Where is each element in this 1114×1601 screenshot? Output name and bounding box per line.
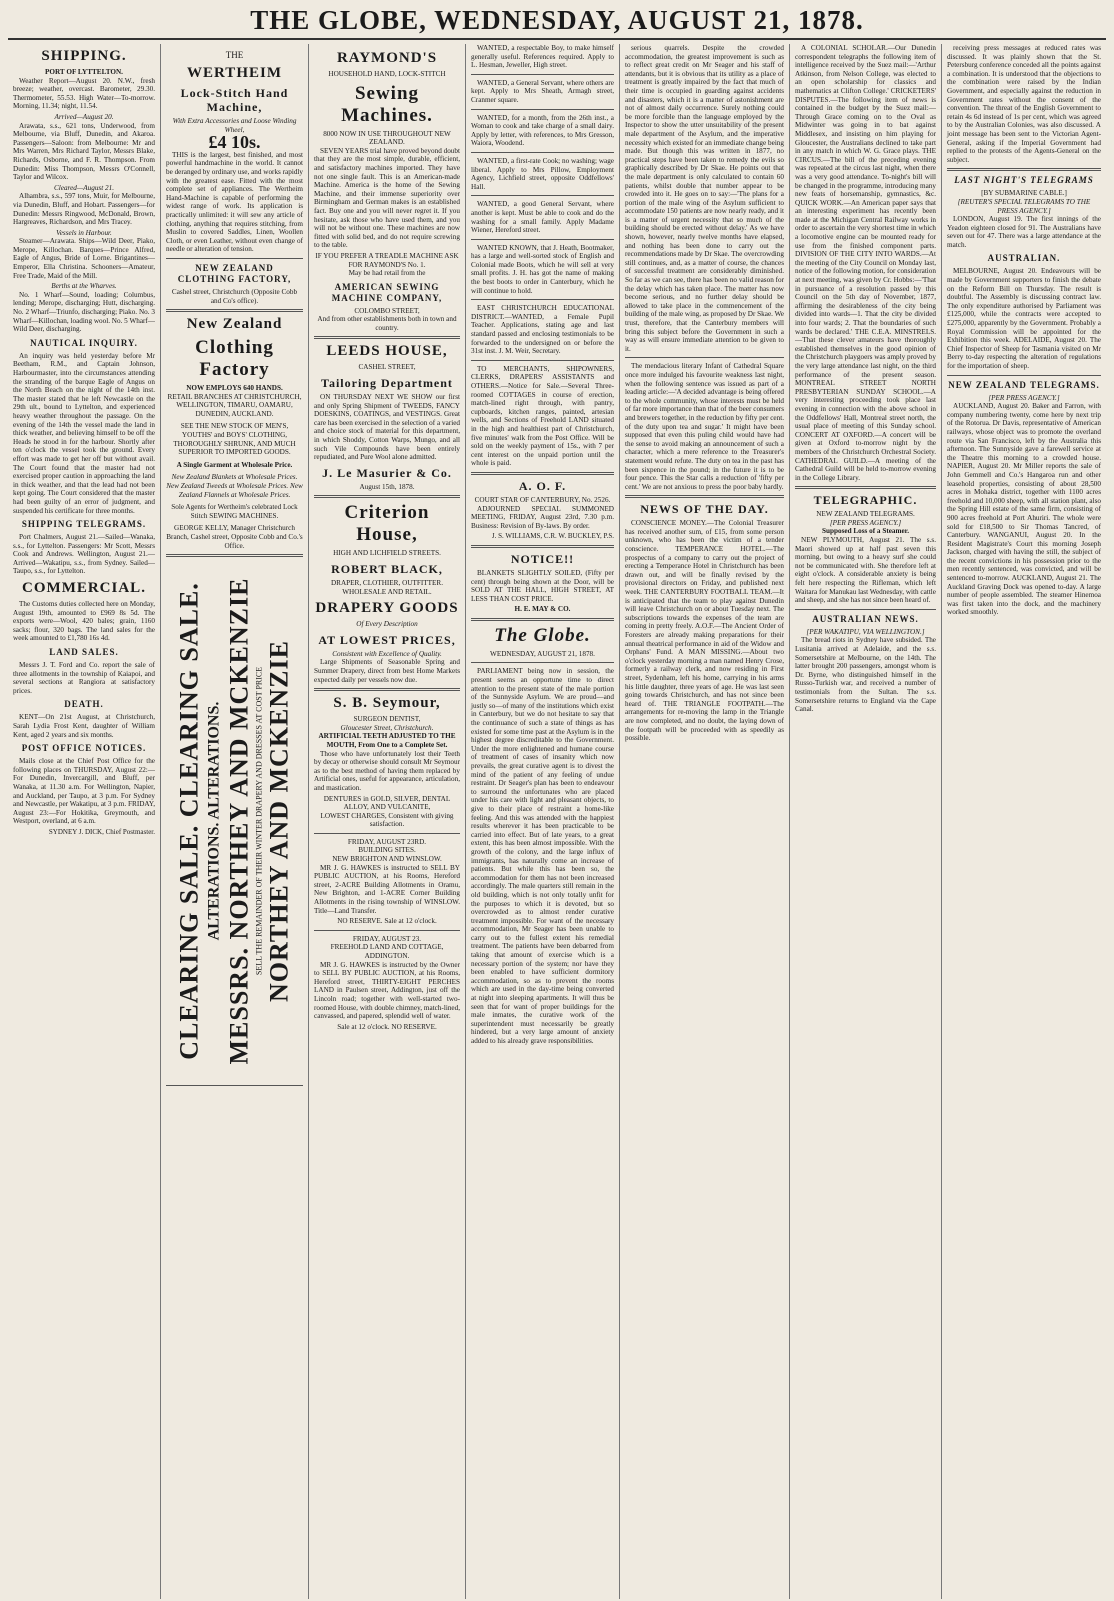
lemasurier-name: J. Le Masurier & Co. — [322, 465, 452, 480]
wertheim-body: THIS is the largest, best finished, and most powerful handmachine in the world. It cannot be deranged by ordinary use, and works rapidly with the greatest ease. Fitted with the most complete set of appliances. The Wertheim Hand-Machine is capable of performing the widest range of work. Its application is practically unlimited: it will sew any article of clothing, anything that requires stitching, from Muslin to covered Saddles, Linen, Woollen Cloth, or even Leather, without even change of needle or alteration of tension. — [166, 150, 303, 254]
criterion-address: HIGH AND LICHFIELD STREETS. — [333, 549, 441, 558]
may-co: H. E. MAY & CO. — [514, 605, 571, 614]
shipping-telegrams-heading: SHIPPING TELEGRAMS. — [21, 519, 147, 530]
american-company: AMERICAN SEWING MACHINE COMPANY, — [331, 281, 443, 303]
blankets-notice: BLANKETS SLIGHTLY SOILED, (Fifty per cent) through being shown at the Door, will be SOLD AT THE HALL, HIGH STREET, AT LESS THAN COST PRICE. — [471, 568, 614, 603]
cleared-label: Cleared—August 21. — [53, 183, 115, 192]
telegraphic-heading: TELEGRAPHIC. — [813, 493, 918, 508]
divider — [471, 472, 614, 475]
supposed-loss-heading: Supposed Loss of a Steamer. — [822, 527, 909, 536]
divider — [471, 299, 614, 300]
robert-black: ROBERT BLACK, — [331, 562, 443, 576]
raymond-body: SEVEN YEARS trial have proved beyond doubt that they are the most simple, durable, efficient, and satisfactory machines imported. They have not one single fault. This is an American-made Machine. America is the home of the Sewing Machine, and their immense superiority over Birmingham and German makes is an established fact. Buy one and you will never regret it. If you hesitate, ask those who have used them, and you will not be without one. These machines are now fitted with solid bed, and do not require screwing to the table. — [314, 146, 460, 250]
wertheim-machine: Lock-Stitch Hand Machine, — [180, 86, 289, 114]
leader-second: The mendacious literary Infant of Cathedral Square once more indulged his favourite weakness last night, when the following sentence was issued as part of a leading article:—'A decided advantage is being offered to the whole community, whose interests must be held of far more importance than that of the beer consumers and brewers together, in the reduction by fifty per cent. of the duty upon tea and sugar.' It might have been supposed that even this puling child would have had the sense to avoid making an announcement of such a character, which a mere reference to the Treasurer's statement would refute. The duty on tea in the past has been sixpence in the pound; in the future it is to be four pence. This the Star calls a reduction of 'fifty per cent.' We are not anxious to press the poor baby hardly. — [625, 362, 784, 491]
treadle-text: IF YOU PREFER A TREADLE MACHINE ASK FOR RAYMOND'S No. 1. — [315, 251, 459, 269]
agents-text: Sole Agents for Wertheim's celebrated Lock Stitch SEWING MACHINES. — [171, 503, 298, 520]
commercial-text: The Customs duties collected here on Monday, August 19th, amounted to £969 8s 5d. The exports were—Wool, 420 bales; grain, 1160 sacks; flour, 320 bags. The land sales for the week amounted to £1,780 16s 4d. — [13, 600, 155, 643]
new-brighton: NEW BRIGHTON AND WINSLOW. — [332, 855, 442, 864]
divider — [471, 360, 614, 361]
nz-telegrams-heading: NEW ZEALAND TELEGRAMS. — [948, 379, 1100, 390]
divider — [471, 545, 614, 548]
divider — [625, 357, 784, 358]
wertheim-sub: With Extra Accessories and Loose Winding Wheel, — [172, 117, 297, 134]
cleared-text: Alhambra, s.s., 597 tons, Muir, for Melbourne, via Dunedin, Bluff, and Hobart. Passengers—for Dunedin: Messrs Ringwood, McDonald, Brown, Hargreaves, Richardson, and Mrs Tracey. — [13, 192, 155, 227]
divider — [314, 930, 460, 931]
divider — [314, 688, 460, 691]
dentist-title: SURGEON DENTIST, — [353, 715, 421, 724]
column-wertheim — [161, 44, 309, 1599]
teeth-heading: ARTIFICIAL TEETH ADJUSTED TO THE MOUTH, From One to a Complete Set. — [318, 732, 456, 749]
dentures-text: DENTURES in GOLD, SILVER, DENTAL ALLOY, AND VULCANITE, — [323, 794, 451, 812]
press-agency: [PER PRESS AGENCY.] — [988, 393, 1060, 402]
employs-text: NOW EMPLOYS 640 HANDS. — [186, 384, 283, 393]
clearing-sale-vertical-ad: CLEARING SALE. CLEARING SALE. ALTERATIONS. ALTERATIONS. MESSRS. NORTHEY AND MCKENZIE SELL THE REMAINDER OF THEIR WINTER DRAPERY AND DRESSES AT COST PRICE NORTHEY AND MCKENZIE — [174, 577, 294, 1065]
divider — [166, 554, 303, 557]
telegrams-intro: receiving press messages at reduced rates was discussed. It was plainly shown that the St. Petersburg conference conceded all the points against a combination. It is understood that the objections to the combination were raised by the Indian Government, and especially against the reduction in Government rates without the consent of the convention. The threat of the English Government to retain 4s 6d instead of 1s per cent, which was agreed to by the Australian Colonies, was also discussed. A joint message has been sent to the Victorian Agent-General, asking if the Imperial Government had replied to the protests of the Agents-General on the subject. — [947, 44, 1101, 164]
blankets-text: New Zealand Blankets at Wholesale Prices. New Zealand Tweeds at Wholesale Prices. New Zealand Flannels at Wholesale Prices. — [166, 473, 303, 499]
wertheim-price: £4 10s. — [208, 132, 261, 153]
dentist-address: Gloucester Street, Christchurch. — [340, 723, 434, 732]
nz-clothing-factory: NEW ZEALAND CLOTHING FACTORY, — [177, 262, 292, 284]
globe-date: WEDNESDAY, AUGUST 21, 1878. — [490, 649, 595, 658]
divider — [795, 486, 936, 489]
establishments-text: And from other establishments both in town and country. — [317, 315, 457, 332]
postmaster-signature: SYDNEY J. DICK, Chief Postmaster. — [48, 827, 155, 836]
divider — [795, 609, 936, 610]
clerks-ad: TO MERCHANTS, SHIPOWNERS, CLERKS, DRAPERS' ASSISTANTS and OTHERS.—Notice for Sale.—Several Three-roomed COTTAGES in course of erection, match-lined right through, with pantry, cupboards, kitchen ranges, painted, artesian wells, and Sections of Freehold LAND situated in the high and healthiest part of Christchurch, five minutes' walk from the Post Office. Will be sold on the weekly payment of 15s., with 7 per cent interest on the unpaid portion until the whole is paid. — [471, 364, 614, 468]
tailoring-heading: Tailoring Department — [321, 376, 453, 391]
wanted-ad: WANTED, a good General Servant, where another is kept. Must be able to cook and do the washing for a small family. Apply Madame Wiener, Hereford street. — [471, 200, 614, 235]
harbour-text: Steamer—Arawata. Ships—Wild Deer, Piako, Merope, Killochan. Barques—Prince Alfred, Eagle of Angus, Bride of Lorne. Brigantines—Emperor, Ella Christina. Schooners—Amateur, Free Trade, Maid of the Mill. — [13, 237, 155, 280]
wanted-ad: WANTED, for a month, from the 26th inst., a Woman to cook and take charge of a small dairy. Apply by letter, with references, to Mrs Gresson, Waiora, Woodend. — [471, 113, 614, 148]
divider — [625, 495, 784, 498]
hawkes-auction-2: MR J. G. HAWKES is instructed by the Owner to SELL BY PUBLIC AUCTION, at his Rooms, Hereford street, THIRTY-EIGHT PERCHES LAND in Paulsen street, Addington, just off the Lincoln road; together with well-started two-roomed House, with double chimney, match-lined, canvassed, and papered, splendid well of water. — [314, 960, 460, 1021]
divider — [471, 239, 614, 240]
australian-news-text: The bread riots in Sydney have subsided. The Lusitania arrived at Adelaide, and the s.s. Somersetshire at Melbourne, on the 14th. The latter brought 200 passengers, amongst whom is Dr. Byrne, who distinguished himself in the Russo-Turkish war, and received a number of testimonials from the Sultan. The s.s. Somersetshire returns to England via the Cape Canal. — [795, 636, 936, 714]
hawkes-auction: MR J. G. HAWKES is instructed to SELL BY PUBLIC AUCTION, at his Rooms, Hereford street, 2-ACRE Building Allotments in Oramu, New Brighton, and 1-ACRE Corner Building Allotments in the rising township of WINSLOW. Title—Land Transfer. — [314, 863, 460, 915]
divider — [314, 833, 460, 834]
clothing-factory-heading: Clothing Factory — [195, 337, 274, 381]
wholesale-text: A Single Garment at Wholesale Price. — [176, 460, 293, 469]
lowest-prices: AT LOWEST PRICES, — [318, 632, 456, 647]
masthead-rule — [8, 38, 1106, 40]
raymond-title: RAYMOND'S — [336, 50, 438, 66]
masthead: THE GLOBE, WEDNESDAY, AUGUST 21, 1878. — [250, 5, 864, 35]
post-office-heading: POST OFFICE NOTICES. — [21, 743, 147, 754]
charges-text: LOWEST CHARGES, Consistent with giving satisfaction. — [320, 811, 454, 829]
arrived-text: Arawata, s.s., 621 tons, Underwood, from Melbourne, via Bluff, Dunedin, and Akaroa. Passengers—Saloon: from Melbourne: Mr and Mrs Warren, Mrs Richard Taylor, Messrs Blake, Richards, Osborne, and F. R. Thompson. From Dunedin: Miss Thompson, Messrs O'Connell, Taylor and Wilcox. — [13, 121, 155, 182]
building-sites: BUILDING SITES. — [358, 846, 416, 855]
columns — [8, 44, 1106, 1599]
divider — [166, 309, 303, 312]
nz-heading: New Zealand — [186, 316, 283, 333]
wharf-text: No. 1 Wharf—Sound, loading; Columbus, lending; Merope, discharging; Hutt, discharging. No. 2 Wharf—Triunfo, discharging; Piako. No. 3 Wharf—Killochan, loading wool. No. 5 Wharf—Wild Deer, discharging. — [13, 290, 155, 334]
divider — [471, 662, 614, 663]
drapery-heading: DRAPERY GOODS — [315, 600, 459, 617]
court-star: COURT STAR OF CANTERBURY, No. 2526. — [474, 495, 611, 504]
death-notice: KENT—On 21st August, at Christchurch, Sarah Lydia Frost Kent, daughter of William Kent, aged 2 years and six months. — [13, 713, 155, 739]
reuter-heading: [REUTER'S SPECIAL TELEGRAMS TO THE PRESS AGENCY.] — [957, 197, 1091, 215]
nz-clothing-address: Cashel street, Christchurch (Opposite Cobb and Co's office). — [171, 287, 298, 305]
globe-title: The Globe. — [494, 624, 591, 646]
death-heading: DEATH. — [64, 699, 104, 710]
column-news — [790, 44, 942, 1599]
supposed-loss-text: NEW PLYMOUTH, August 21. The s.s. Maori showed up at half past seven this morning, but owing to a heavy surf she could not be communicated with. She therefore left at eight o'clock. A considerable anxiety is being felt here respecting the Rifleman, which left Waitara for Manukau last Wednesday, with cattle and sheep, and she has not since been heard of. — [795, 536, 936, 605]
wertheim-title: WERTHEIM — [187, 65, 282, 81]
divider — [471, 195, 614, 196]
port-heading: PORT OF LYTTELTON. — [45, 68, 123, 76]
wanted-ad: WANTED KNOWN, that J. Heath, Bootmaker, has a large and well-sorted stock of English and Colonial made Boots, which he will sell at very small profits. J. H. has got the name of making the best boots to order in Canterbury, which he will continue to hold. — [471, 243, 614, 295]
aof-officers: J. S. WILLIAMS, C.R. W. BUCKLEY, P.S. — [491, 532, 614, 541]
news-items-continued: A COLONIAL SCHOLAR.—Our Dunedin correspondent telegraphs the following item of intelligence received by the Suez mail:—'Arthur Atkinson, from Nelson College, was elected to an open scholarship for classics and mathematics at Clifton College.' CRICKETERS' DISPUTES.—The following item of news is contained in the budget by the Suez mail:—Through Grace coming on to the Oval as Midwinter was going in to bat against Middlesex, and insisting on him playing for Gloucester, the Australians declined to take part in any match in which W. G. Grace plays. THE CIRCUS.—The bill of the preceding evening was repeated at the circus last night, when there was a very good attendance. To-night's bill will be changed in the programme, introducing many new feats of horsemanship, gymnastics, &c. QUICK WORK.—An American paper says that an interesting experiment has recently been made at the Michigan Central Railway works in order to ascertain the very shortest time in which a locomotive engine can be mounted ready for use from the finished component parts. DIVISION OF THE CITY INTO WARDS.—At the meeting of the City Council on Monday last, notice of the following motion, for consideration at next meeting, was given by Cr. Hobbs:—'That in pursuance of a resolution passed by this Council on the 5th day of November, 1877, affirming the desirableness of the city being divided into wards—1. That the city be divided into four wards; 2. That the boundaries of such wards be declared.' THE C.E.A. MINSTRELS.—That these clever amateurs have thoroughly established themselves in the good opinion of the Christchurch playgoers was amply proved by the very large attendance last night, on the third performance of the present season. MONTREAL STREET NORTH PRESBYTERIAN SUNDAY SCHOOL.—A very interesting proceeding took place last evening in connection with the above school in the Oddfellows' Hall, Montreal street north, the usual place of meeting of this Sunday school. CONCERT AT OXFORD.—A concert will be given at Oxford to-morrow night by the members of the Christchurch Orchestral Society. CATHEDRAL GUILD.—A meeting of the Cathedral Guild will be held to-morrow evening in the College Library. — [795, 44, 936, 482]
retail-branches: RETAIL BRANCHES AT CHRISTCHURCH, WELLINGTON, TIMARU, OAMARU, DUNEDIN, AUCKLAND. — [167, 392, 302, 418]
column-wanted — [466, 44, 620, 1599]
divider — [947, 375, 1101, 376]
news-heading: NEWS OF THE DAY. — [640, 502, 769, 517]
divider — [166, 1085, 303, 1086]
teeth-body: Those who have unfortunately lost their Teeth by decay or otherwise should consult Mr Seymour as to the best method of having them replaced by Artificial ones, useful for appearance, articulation, and mastication. — [314, 749, 460, 792]
shipments-text: Large Shipments of Seasonable Spring and Summer Drapery, direct from best Home Markets expected daily per vessels now due. — [314, 658, 460, 684]
nz-telegrams-heading: NEW ZEALAND TELEGRAMS. — [816, 510, 915, 519]
lemasurier-date: August 15th, 1878. — [359, 482, 415, 491]
divider — [314, 495, 460, 498]
commercial-heading: COMMERCIAL. — [22, 580, 146, 597]
leeds-house: LEEDS HOUSE, — [326, 343, 448, 360]
tailoring-body: ON THURSDAY NEXT WE SHOW our first and only Spring Shipment of TWEEDS, FANCY DOESKINS, COATINGS, and VESTINGS. Great care has been exercised in the selection of a varied and choice stock of material for this department, in which Shoddy, Cotton Warps, Mungo, and all such Vile Compounds have been entirely repudiated, and Pure Wool alone admitted. — [314, 393, 460, 462]
nautical-heading: NAUTICAL INQUIRY. — [30, 337, 138, 348]
black-sub: DRAPER, CLOTHIER, OUTFITTER. WHOLESALE AND RETAIL. — [330, 579, 443, 596]
wanted-ad: WANTED, a General Servant, where others are kept. Apply to Mrs Sheath, Armagh street, Cranmer square. — [471, 78, 614, 104]
australian-heading: AUSTRALIAN. — [987, 253, 1061, 264]
post-office-text: Mails close at the Chief Post Office for the following places on THURSDAY, August 22:—For Dunedin, Invercargill, and Bluff, per Wanaka, at 11.30 a.m. For Wellington, Napier, and Auckland, per Taupo, at 3 p.m. For Sydney and Newcastle, per Wakatipu, at 3 p.m. FRIDAY, August 23:—For Hokitika, Greymouth, and Westport, overland, at 6 a.m. — [13, 757, 155, 826]
colombo-street: COLOMBO STREET, — [354, 306, 420, 315]
australian-news-heading: AUSTRALIAN NEWS. — [812, 613, 919, 624]
column-shipping — [8, 44, 161, 1599]
last-night-telegrams: LAST NIGHT'S TELEGRAMS — [954, 175, 1094, 186]
australian-telegrams: MELBOURNE, August 20. Endeavours will be made by Government supporters to finish the debate on the Reform Bill on Thursday. The result is doubtful. The Assembly is discussing contract law. The only expenditure authorised by Parliament was £125,000, while the contracts were accepted to £275,000, apparently by the Government. Probably a Royal Commission will be appointed for the Exhibition this week. ADELAIDE, August 20. The Chief Inspector of Sheep for Tasmania visited on Mr Berry to-day respecting the alteration of regulations for the importation of sheep. — [947, 267, 1101, 370]
consistent-text: Consistent with Excellence of Quality. — [332, 649, 442, 658]
sale-time: Sale at 12 o'clock. NO RESERVE. — [337, 1022, 437, 1031]
column-telegrams — [942, 44, 1106, 1599]
every-description: Of Every Description — [356, 620, 418, 629]
nz-telegrams-text: AUCKLAND, August 20. Baker and Farron, with company numbering twenty, come here by next trip of the Rotorua. Dr Davis, representative of American railways, whose object was to promote the overland route via San Francisco, left by the Australia this afternoon. The Sunnyside gave a farewell service at the Theatre this morning to a crowded house. NAPIER, August 20. Mr Miller reports the sale of John Gemmell and Co.'s Hangaroa run and other leasehold properties, consisting of about 28,500 acres in Mohaka district, together with 1100 acres freehold and 10,000 sheep, with all station plant, also the Spring Hill estate of the same firm, consisting of 900 acres freehold at Port Ahuriri. The whole were sold for £18,500 to Sir Thomas Tancred, of Canterbury. WANGANUI, August 20. In the Resident Magistrate's Court this morning Joseph Jackson, charged with having the still, the subject of the recent convictions in his possession prior to the men recently sentenced, was convicted, and will be sentenced to-morrow. AUCKLAND, August 21. The Auckland Graving Dock was opened to-day. A large number of people assembled. The steamer Hinemoa was first taken into the dock, and the machinery worked smoothly. — [947, 402, 1101, 617]
column-leader — [620, 44, 790, 1599]
land-sales-heading: LAND SALES. — [49, 647, 119, 658]
divider — [314, 336, 460, 339]
friday-date-2: FRIDAY, AUGUST 23. — [352, 934, 422, 943]
education-ad: EAST CHRISTCHURCH EDUCATIONAL DISTRICT.—WANTED, a Female Pupil Teacher. Applications, stating age and last standard passed and enclosing testimonials to be forwarded to the undersigned on or before the 31st inst. J. M. Weir, Secretary. — [471, 304, 614, 356]
land-sales-text: Messrs J. T. Ford and Co. report the sale of three allotments in the township of Kaiapoi, and several sections at Rangiora at satisfactory prices. — [13, 661, 155, 695]
wanted-ad: WANTED, a respectable Boy, to make himself generally useful. References required. Apply to L. Hesman, Jeweller, High street. — [471, 44, 614, 70]
shipping-heading: SHIPPING. — [41, 48, 127, 64]
harbour-label: Vessels in Harbour. — [56, 228, 112, 237]
divider — [947, 168, 1101, 171]
in-use-text: 8000 NOW IN USE THROUGHOUT NEW ZEALAND. — [323, 129, 451, 147]
new-stock-text: SEE THE NEW STOCK OF MEN'S, YOUTHS' and BOYS' CLOTHING, THOROUGHLY SHRUNK, AND MUCH SUPERIOR TO IMPORTED GOODS. — [173, 422, 296, 457]
notice-heading: NOTICE!! — [510, 551, 575, 566]
adjourned-meeting: ADJOURNED SPECIAL SUMMONED MEETING, FRIDAY, August 23rd, 7.30 p.m. Business: Revision of By-laws. By order. — [471, 504, 614, 530]
aof-heading: A. O. F. — [518, 478, 567, 493]
submarine-cable: [BY SUBMARINE CABLE.] — [981, 189, 1067, 198]
press-agency: [PER PRESS AGENCY.] — [829, 518, 902, 527]
freehold-heading: FREEHOLD LAND AND COTTAGE, ADDINGTON. — [330, 943, 444, 960]
wertheim-the: THE — [225, 50, 244, 60]
shipping-telegrams-text: Port Chalmers, August 21.—Sailed—Wanaka, s.s., for Lyttelton. Passengers: Mr Scott, Messrs Cook and Andrews. Wellington, August 21.—Arrived—Wakatipu, s.s., from Sydney. Sailed—Taupo, s.s., for Lyttelton. — [13, 533, 155, 576]
sewing-machines-heading: Sewing Machines. — [341, 82, 433, 126]
raymond-sub: HOUSEHOLD HAND, LOCK-STITCH — [328, 70, 446, 78]
divider — [471, 74, 614, 75]
weather-report: Weather Report—August 20. N.W., fresh breeze; weather, overcast. Barometer, 29.30. Thermometer, 55.53. High Water—To-morrow. Morning, 11.34; night, 11.54. — [13, 76, 155, 111]
via-text: [PER WAKATIPU, VIA WELLINGTON.] — [806, 627, 925, 636]
cashel-street: CASHEL STREET, — [358, 363, 416, 372]
seymour-name: S. B. Seymour, — [333, 695, 441, 712]
divider — [471, 109, 614, 110]
friday-date: FRIDAY, AUGUST 23RD. — [347, 837, 427, 846]
manager-text: GEORGE KELLY, Manager Christchurch Branch, Cashel street, Opposite Cobb and Co.'s Office. — [166, 524, 303, 550]
divider — [471, 618, 614, 621]
wanted-ad: WANTED, a first-rate Cook; no washing; wage liberal. Apply to Mrs Pillow, Employment Agency, Lichfield street, opposite Oddfellows' Hall. — [471, 156, 614, 191]
london-telegram: LONDON, August 19. The first innings of the Yeadon eighteen closed for 91. The Australians have seven out for 47. There was a large attendance at the match. — [947, 215, 1101, 249]
column-raymond — [309, 44, 466, 1599]
divider — [471, 152, 614, 153]
no-reserve: NO RESERVE. Sale at 12 o'clock. — [337, 917, 437, 926]
had-text: May be had retail from the — [348, 269, 426, 278]
wharf-label: Berths at the Wharves. — [51, 282, 117, 291]
divider — [166, 258, 303, 259]
arrived-label: Arrived—August 20. — [54, 112, 114, 121]
leader-continued: serious quarrels. Despite the crowded accommodation, the greatest improvement is such as to reflect great credit on Mr Seager and his staff of attendants, but it is obvious that its utility as a place of treatment is greatly impaired by the fact that much of their time is occupied in guarding against accidents and disasters, which it is a matter of astonishment are not of almost daily occurrence. Surely nothing could be more forcible than the language employed by the Inspector to show the utter unsuitability of the present male department of the Asylum, and the imperative necessity which existed for an immediate change being made. But though this was written in 1877, no practical steps have been taken to remedy the evils so graphically described by Dr Skae. He points out that the male department is only calculated to contain 60 patients, whilst double that number appear to be crowded into it. He goes on to say:—'The plans for a portion of the male wing of the Asylum sufficient to accommodate 150 patients are now nearly ready, and it is a matter of urgent necessity that so much of the building should be erected without delay.' As we have shown, however, nearly twelve months have elapsed, and nothing has been done to carry out the recommendations made by Dr Skae. The overcrowding still continues, and, as a matter of course, the chances of successful treatment are considerably diminished. So far as we can see, there has been no valid reason for the delay which has taken place. The matter has now become serious, and no further delay should be allowed to take place in the commencement of the building of the male wing, as proposed by Dr Skae. We trust, therefore, that the Canterbury members will bring this subject before the Government in such a way as will ensure immediate attention to be given to it. — [625, 44, 784, 353]
nautical-text: An inquiry was held yesterday before Mr Beetham, R.M., and Captain Johnson, Harbourmaster, into the circumstances attending the stranding of the barque Eagle of Angus on the North Beach on the night of the 14th inst. The master stated that he left Newcastle on the 29th ult., bound to Lyttelton, and experienced heavy weather throughout the passage. On the evening of the 14th the vessel made the land in thick weather, and believing himself to be off the Heads he stood in for the harbour. Shortly after ten o'clock the vessel took the ground. Every effort was made to get her off but without avail. The Court found that the master had not exercised proper caution in approaching the land in thick weather, and that the lead had not been kept going. The Court considered that the master had been guilty of an error of judgment, and suspended his certificate for three months. — [13, 351, 155, 515]
criterion-house: Criterion House, — [344, 502, 430, 546]
leader-article: PARLIAMENT being now in session, the present seems an opportune time to direct attention to the present state of the male portion of the Sunnyside Asylum. We are proud—and justly so—of many of the institutions which exist in Canterbury, but we do not hesitate to say that the continuance of such a state of things as has existed for some time past at the Asylum is in the highest degree discreditable to the Government. Under the more enlightened and humane course of treatment of cases of insanity which now prevails, the great curative agent is to divest the mind of the patient of any feeling of undue restraint. Dr Seager's plan has been to endeavour to surround the unfortunates who are placed under his care with light and pleasant objects, to give to their place of restraint a home-like feeling. And this was attended with the happiest results wherever it has been practicable to be carried into effect. But of late years, to a great extent, this has been almost impossible. With the growth of the colony, and the large influx of immigrants, has naturally come an increase of patients. But while this has been so, the accommodation for them has not been increased accordingly. The male quarters still remain in the old building, which is not only totally unfit for the purposes to which it is devoted, but so overcrowded as to almost render curative treatment impossible. For want of the necessary accommodation, Mr Seager has been unable to carry out to the fullest extent his remedial treatment. The patients have been debarred from taking that amount of exercise which is a necessary portion of the system; nor have they been enabled to have sufficient dormitory accommodation, so as to prevent the rooms which are used in the day-time being converted at night into sleeping apartments. It will thus be seen that for want of proper buildings for the male inmates, the curative work of the superintendent must necessarily be greatly hindered, but a very large amount of anxiety added to his already grave responsibilities. — [471, 667, 614, 1045]
news-items: CONSCIENCE MONEY.—The Colonial Treasurer has received another sum, of £15, from some person unknown, who has been the victim of a tender conscience. TEMPERANCE HOTEL.—The prospectus of a company to carry out the project of erecting a Temperance Hotel in Christchurch has been drawn out, and will be finally revised by the provisional directors on Friday, and published next week. THE CANTERBURY FOOTBALL TEAM.—It is anticipated that the team to play against Dunedin will leave Christchurch on or about Tuesday next. The subscriptions towards the expenses of the team are coming in pretty freely. A.O.F.—The Ancient Order of Foresters are already making preparations for their annual theatrical performance in aid of the Widow and Orphans' Fund. A MAN MISSING.—About two o'clock yesterday morning a man named Henry Crose, formerly a railway clerk, and now residing in First street, Sydenham, left his home, carrying in his arms his little daughter, three years of age. He was last seen going towards Christchurch, and has not since been heard of. THE TRIANGLE FOOTPATH.—The arrangements for re-moving the lamp in the Triangle are now completed, and no doubt, the laying down of the footpath will be proceeded with as speedily as possible. — [625, 519, 784, 743]
